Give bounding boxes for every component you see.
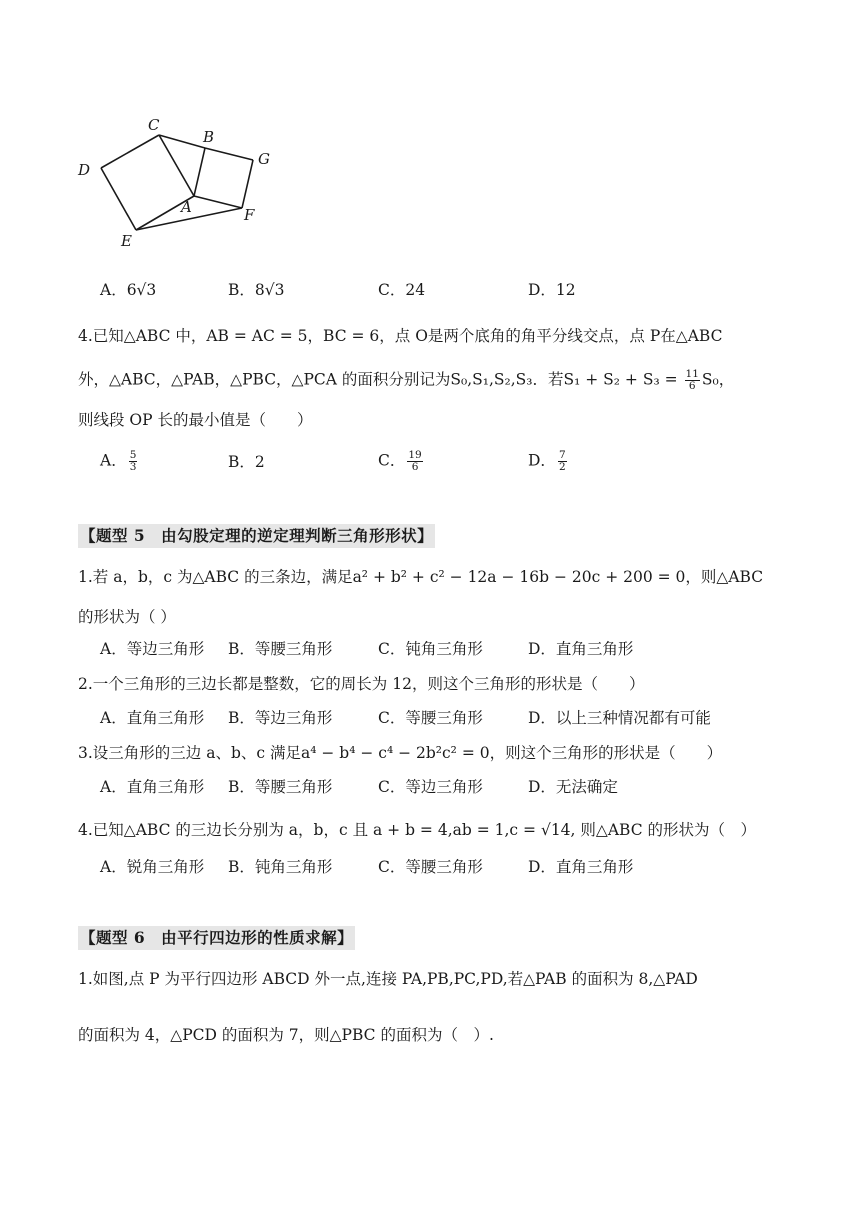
- fraction-denominator: 6: [411, 461, 419, 473]
- label-F: F: [244, 206, 255, 224]
- segment-GF: [242, 160, 253, 208]
- q3-option-a: A．6√3: [100, 281, 157, 299]
- q4-option-b: B．2: [228, 453, 265, 471]
- s5-q3-option-c: C．等边三角形: [378, 778, 483, 796]
- segment-DC: [101, 135, 159, 168]
- s5-q3-line: 3.设三角形的三边 a、b、c 满足a⁴ − b⁴ − c⁴ − 2b²c² = 0，则这个三角形的形状是（ ）: [78, 744, 723, 762]
- q4-line2-prefix: 外，△ABC，△PAB，△PBC，△PCA 的面积分别记为S₀,S₁,S₂,S₃．若S₁ + S₂ + S₃ =: [78, 370, 683, 389]
- segment-BA: [194, 148, 205, 196]
- s5-q3-option-b: B．等腰三角形: [228, 778, 333, 796]
- q3-option-c: C．24: [378, 281, 426, 299]
- fraction-denominator: 2: [558, 461, 566, 473]
- s5-q1-option-c: C．钝角三角形: [378, 640, 483, 658]
- fraction-numerator: 5: [129, 449, 137, 461]
- label-E: E: [121, 232, 132, 250]
- s5-q3-option-a: A．直角三角形: [100, 778, 205, 796]
- s5-q4-line: 4.已知△ABC 的三边长分别为 a，b，c 且 a + b = 4,ab = 1,c = √14, 则△ABC 的形状为（ ）: [78, 821, 756, 839]
- s5-q1-option-a: A．等边三角形: [100, 640, 205, 658]
- s6-q1-line2: 的面积为 4，△PCD 的面积为 7，则△PBC 的面积为（ ）.: [78, 1026, 494, 1044]
- s5-q1-line1: 1.若 a，b，c 为△ABC 的三条边，满足a² + b² + c² − 12a − 16b − 20c + 200 = 0，则△ABC: [78, 568, 764, 586]
- q3-option-d: D．12: [528, 281, 576, 299]
- geometry-figure: [70, 110, 290, 255]
- s5-q1-option-d: D．直角三角形: [528, 640, 634, 658]
- q4-line1: 4.已知△ABC 中，AB = AC = 5，BC = 6，点 O是两个底角的角平分线交点，点 P在△ABC: [78, 327, 723, 345]
- s5-q2-line: 2.一个三角形的三边长都是整数，它的周长为 12，则这个三角形的形状是（ ）: [78, 675, 645, 693]
- fraction-numerator: 19: [408, 449, 422, 461]
- figure-svg: [70, 110, 290, 255]
- segment-ED: [101, 168, 136, 230]
- option-fraction: [558, 450, 567, 473]
- option-fraction: [129, 450, 138, 473]
- q4-fraction: [685, 369, 700, 392]
- label-G: G: [258, 150, 270, 168]
- fraction-denominator: 6: [688, 380, 696, 392]
- s5-q4-option-c: C．等腰三角形: [378, 858, 483, 876]
- label-B: B: [203, 128, 215, 146]
- label-A: A: [181, 198, 192, 216]
- q4-line2: [78, 369, 734, 392]
- label-C: C: [148, 116, 160, 134]
- option-label: C．: [378, 451, 406, 470]
- s5-q1-line2: 的形状为（ ）: [78, 608, 176, 626]
- segment-FA: [194, 196, 242, 208]
- q4-line3: 则线段 OP 长的最小值是（ ）: [78, 411, 313, 429]
- s5-q4-option-b: B．钝角三角形: [228, 858, 333, 876]
- label-D: D: [78, 161, 91, 179]
- q4-option-c: [378, 450, 425, 473]
- s5-q2-option-d: D．以上三种情况都有可能: [528, 709, 711, 727]
- s5-q2-option-c: C．等腰三角形: [378, 709, 483, 727]
- s5-q4-option-a: A．锐角三角形: [100, 858, 205, 876]
- fraction-numerator: 7: [558, 449, 566, 461]
- option-label: D．: [528, 451, 556, 470]
- s5-q4-option-d: D．直角三角形: [528, 858, 634, 876]
- option-label: A．: [100, 451, 127, 470]
- q3-option-b: B．8√3: [228, 281, 285, 299]
- segment-BG: [205, 148, 253, 160]
- q4-option-d: [528, 450, 569, 473]
- option-fraction: [407, 450, 422, 473]
- s5-q2-option-b: B．等边三角形: [228, 709, 333, 727]
- fraction-denominator: 3: [129, 461, 137, 473]
- q4-line2-suffix: S₀，: [701, 370, 735, 389]
- section6-heading: 【题型 6 由平行四边形的性质求解】: [78, 926, 355, 950]
- fraction-numerator: 11: [685, 368, 699, 380]
- q4-option-a: [100, 450, 139, 473]
- s5-q3-option-d: D．无法确定: [528, 778, 618, 796]
- section5-heading: 【题型 5 由勾股定理的逆定理判断三角形形状】: [78, 524, 435, 548]
- s6-q1-line1: 1.如图,点 P 为平行四边形 ABCD 外一点,连接 PA,PB,PC,PD,若△PAB 的面积为 8,△PAD: [78, 970, 698, 988]
- s5-q2-option-a: A．直角三角形: [100, 709, 205, 727]
- s5-q1-option-b: B．等腰三角形: [228, 640, 333, 658]
